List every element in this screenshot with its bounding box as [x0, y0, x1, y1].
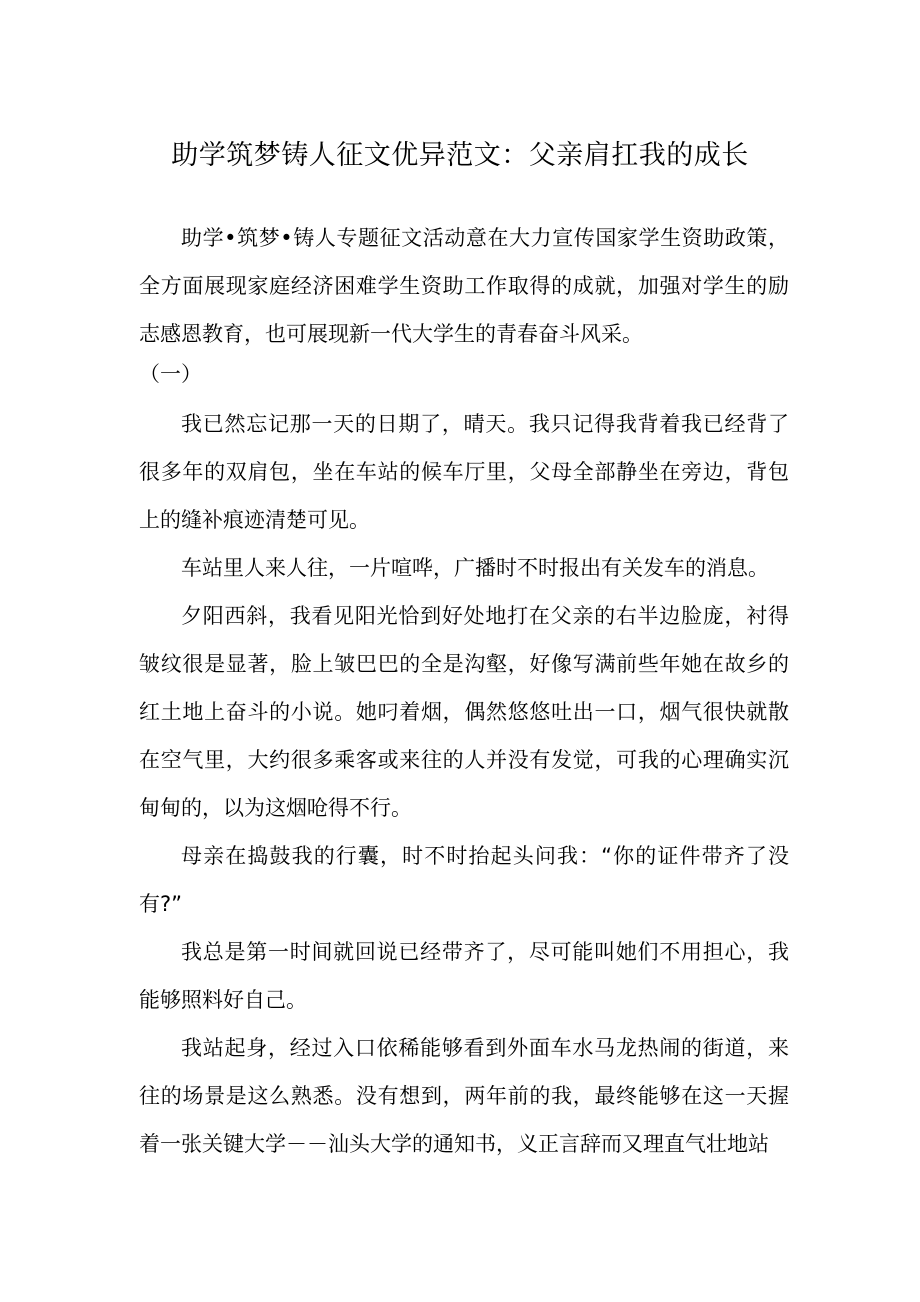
- body-paragraph: 车站里人来人往，一片喧哗，广播时不时报出有关发车的消息。: [181, 556, 769, 580]
- body-paragraph: 夕阳西斜，我看见阳光恰到好处地打在父亲的右半边脸庞，衬得皱纹很是显著，脸上皱巴巴的全是沟壑，好像写满前些年她在故乡的红土地上奋斗的小说。她叼着烟，偶然悠悠吐出一口，烟气很快就散在空气里，大约很多乘客或来往的人并没有发觉，可我的心理确实沉甸甸的，以为这烟呛得不行。: [139, 604, 789, 820]
- document-title: 助学筑梦铸人征文优异范文：父亲肩扛我的成长: [171, 140, 749, 172]
- document-body: [139, 214, 789, 1168]
- body-paragraph: 母亲在捣鼓我的行囊，时不时抬起头问我：“你的证件带齐了没有?”: [139, 844, 789, 916]
- body-paragraph: 我已然忘记那一天的日期了，晴天。我只记得我背着我已经背了很多年的双肩包，坐在车站的候车厅里，父母全部静坐在旁边，背包上的缝补痕迹清楚可见。: [139, 412, 789, 532]
- intro-paragraph: 助学•筑梦•铸人专题征文活动意在大力宣传国家学生资助政策，全方面展现家庭经济困难学生资助工作取得的成就，加强对学生的励志感恩教育，也可展现新一代大学生的青春奋斗风采。: [139, 226, 789, 346]
- body-paragraph: 我总是第一时间就回说已经带齐了，尽可能叫她们不用担心，我能够照料好自己。: [139, 940, 789, 1012]
- body-paragraph: 我站起身，经过入口依稀能够看到外面车水马龙热闹的街道，来往的场景是这么熟悉。没有想到，两年前的我，最终能够在这一天握着一张关键大学－－汕头大学的通知书，义正言辞而又理直气壮地站: [139, 1036, 789, 1156]
- section-marker: （一）: [139, 362, 202, 386]
